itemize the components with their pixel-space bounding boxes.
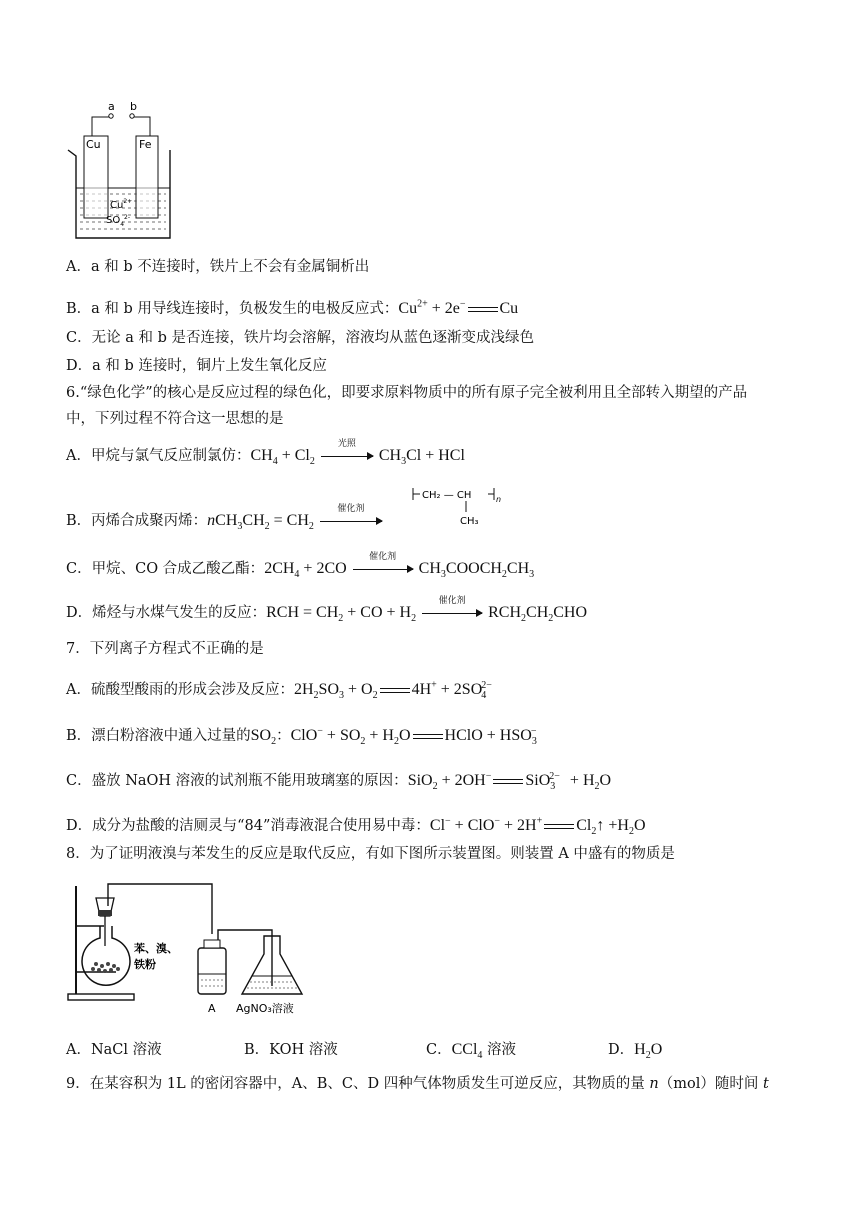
q5-option-a: A．a 和 b 不连接时，铁片上不会有金属铜析出 xyxy=(66,259,370,275)
terminal-b-label: b xyxy=(130,100,137,113)
q7-b-equation: $ClO^- + SO_2 + H_2O$ HClO + $HSO_3^-$ xyxy=(290,725,537,748)
ion-so4-label: $SO_4^{2-}$ xyxy=(106,214,131,228)
reagent-fe-label: 铁粉 xyxy=(134,958,156,971)
electrode-cu-label: Cu xyxy=(86,138,101,151)
q8-stem: 8．为了证明液溴与苯发生的反应是取代反应，有如下图所示装置图。则装置 A 中盛有的物质是 xyxy=(66,846,675,862)
q6-a-equation: $CH_4 + Cl_2$ 光照 $CH_3Cl$ + HCl xyxy=(250,439,465,468)
poly-n: n xyxy=(496,495,502,504)
q6-stem-line2: 中，下列过程不符合这一思想的是 xyxy=(66,411,284,427)
q8-option-c: C．CCl$_4$ 溶液 xyxy=(426,1041,517,1062)
ion-cu-label: $Cu^{2+}$ xyxy=(110,198,133,211)
q7-option-b: B．漂白粉溶液中通入过量的$SO_2$：$ClO^- + SO_2 + H_2O$ HClO + $HSO_3^-$ xyxy=(66,726,542,746)
q7-d-equation: Cl− + ClO− + 2H+ $Cl_2↑ +H_2O$ xyxy=(429,815,646,838)
q8-option-a: A．NaCl 溶液 xyxy=(66,1042,162,1058)
poly-side-chain: CH₃ xyxy=(460,516,479,527)
bromination-apparatus-figure xyxy=(64,876,334,1026)
poly-backbone: CH₂ — CH xyxy=(422,490,472,501)
q7-stem: 7．下列离子方程式不正确的是 xyxy=(66,641,264,657)
q7-option-c: C．盛放 NaOH 溶液的试剂瓶不能用玻璃塞的原因：SiO$_2$ + 2OH− $SiO_3^{2-} + H_2O$ xyxy=(66,770,612,793)
q6-option-c: C．甲烷、CO 合成乙酸乙酯：$2CH_4 + 2CO$ 催化剂 $CH_3COOCH_2CH_3$ xyxy=(66,552,535,581)
q7-option-d: D．成分为盐酸的洁厕灵与“84”消毒液混合使用易中毒：Cl− + ClO− + 2H+ $Cl_2↑ +H_2O$ xyxy=(66,815,646,838)
q6-d-equation: RCH = $CH_2$ + CO + $H_2$ 催化剂 $RCH_2CH_2CHO$ xyxy=(266,596,588,625)
q8-option-b: B．KOH 溶液 xyxy=(244,1042,338,1058)
q6-b-equation: $nCH_3CH_2 = CH_2$ 催化剂 xyxy=(207,512,384,529)
q9-stem: 9．在某容积为 1L 的密闭容器中，A、B、C、D 四种气体物质发生可逆反应，其物质的量 n（mol）随时间 t xyxy=(66,1076,769,1092)
q7-option-a: A．硫酸型酸雨的形成会涉及反应：$2H_2SO_3 + O_2$ $4H^+ + 2SO_4^{2-}$ xyxy=(66,680,498,700)
galvanic-cell-figure xyxy=(62,98,182,244)
agno3-label: AgNO₃溶液 xyxy=(236,1002,294,1015)
q5-option-b: B．a 和 b 用导线连接时，负极发生的电极反应式：$Cu^{2+} + 2e^-$ Cu xyxy=(66,298,519,317)
q7-c-equation: SiO$_2$ + 2OH− $SiO_3^{2-} + H_2O$ xyxy=(407,770,612,793)
q5-b-formula: $Cu^{2+} + 2e^-$ Cu xyxy=(398,298,519,317)
q6-stem-line1: 6.“绿色化学”的核心是反应过程的绿色化，即要求原料物质中的所有原子完全被利用且全部转入期望的产品 xyxy=(66,385,748,401)
q7-a-equation: $2H_2SO_3 + O_2$ $4H^+ + 2SO_4^{2-}$ xyxy=(293,679,492,702)
q6-option-a: A．甲烷与氯气反应制氯仿：$CH_4 + Cl_2$ 光照 $CH_3Cl$ + HCl xyxy=(66,439,465,468)
q8-option-d: D．$H_2O$ xyxy=(608,1041,663,1062)
q6-option-d: D．烯烃与水煤气发生的反应：RCH = $CH_2$ + CO + $H_2$ 催化剂 $RCH_2CH_2CHO$ xyxy=(66,596,588,625)
terminal-a-label: a xyxy=(108,100,115,113)
q5-option-d: D．a 和 b 连接时，铜片上发生氧化反应 xyxy=(66,358,327,374)
q6-option-b: B．丙烯合成聚丙烯：$nCH_3CH_2 = CH_2$ 催化剂 xyxy=(66,511,384,531)
polypropylene-structure xyxy=(410,484,510,530)
bottle-a-label: A xyxy=(208,1002,216,1015)
q6-c-equation: $2CH_4 + 2CO$ 催化剂 $CH_3COOCH_2CH_3$ xyxy=(264,552,535,581)
reagent-mix-label: 苯、溴、 xyxy=(134,942,178,955)
electrode-fe-label: Fe xyxy=(139,138,152,151)
q5-option-c: C．无论 a 和 b 是否连接，铁片均会溶解，溶液均从蓝色逐渐变成浅绿色 xyxy=(66,330,534,346)
